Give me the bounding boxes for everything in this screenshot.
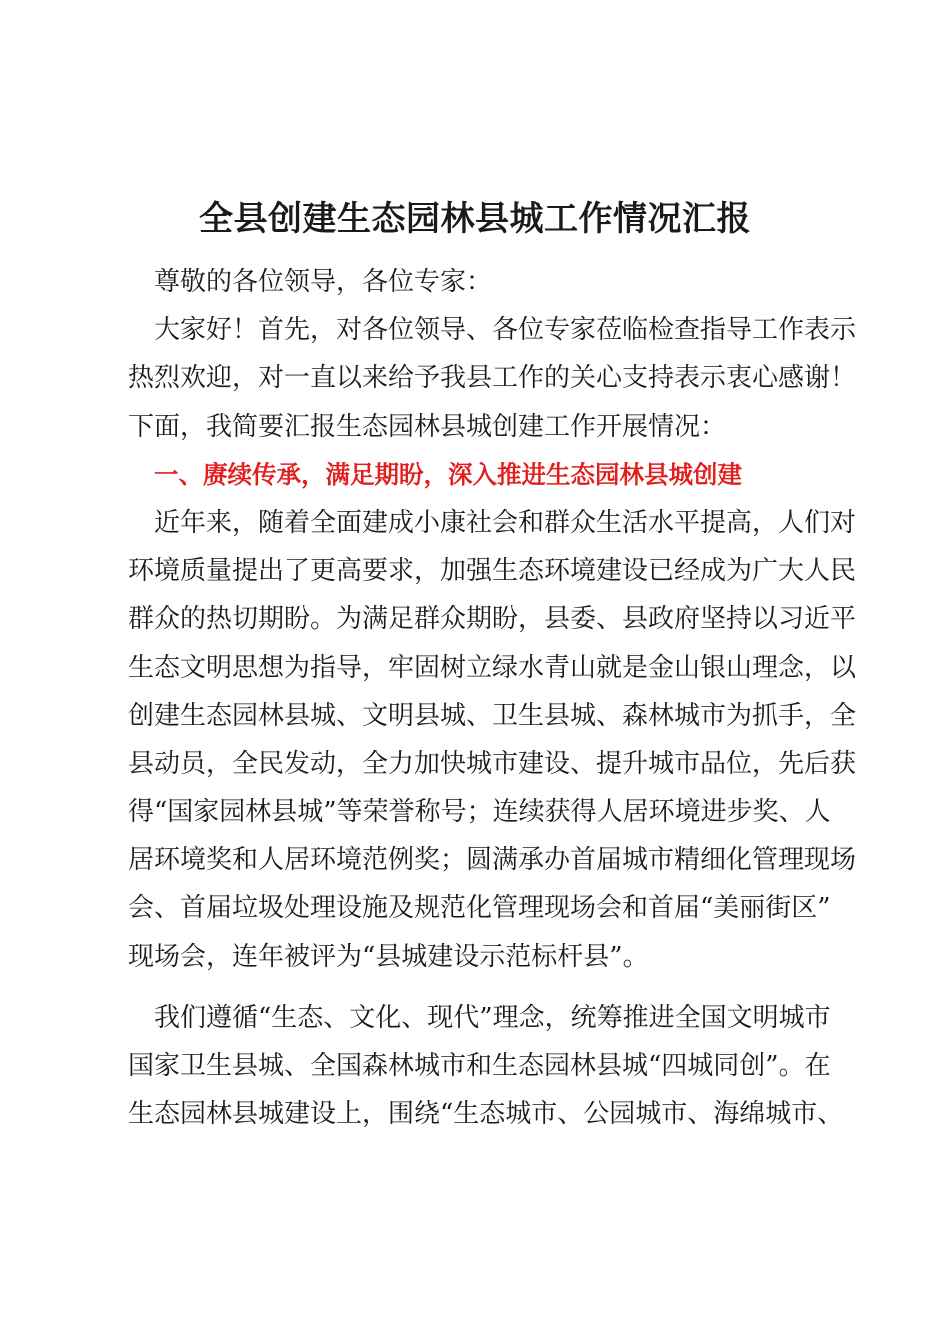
paragraph-line-text: 创建生态园林县城、文明县城、卫生县城、森林城市为抓手，全 — [128, 700, 857, 731]
paragraph-line — [128, 994, 848, 1042]
paragraph-line — [128, 692, 857, 740]
paragraph-line-text: 环境质量提出了更高要求，加强生态环境建设已经成为广大人民 — [128, 556, 857, 587]
paragraph-line-text: 居环境奖和人居环境范例奖；圆满承办首届城市精细化管理现场 — [128, 845, 857, 876]
paragraph-line-text: 会、首届垃圾处理设施及规范化管理现场会和首届“美丽街区” — [128, 893, 831, 924]
paragraph-line — [128, 644, 857, 692]
paragraph-line — [128, 547, 857, 595]
intro-line — [128, 403, 848, 451]
paragraph-line-text: 县动员，全民发动，全力加快城市建设、提升城市品位，先后获 — [128, 748, 857, 779]
paragraph-line-text: 群众的热切期盼。为满足群众期盼，县委、县政府坚持以习近平 — [128, 604, 857, 635]
intro-line-text: 热烈欢迎，对一直以来给予我县工作的关心支持表示衷心感谢！ — [128, 363, 857, 394]
paragraph-line — [128, 884, 848, 932]
paragraph-line-text: 我们遵循“生态、文化、现代”理念，统筹推进全国文明城市 — [154, 1002, 831, 1033]
paragraph-line-text: 生态园林县城建设上，围绕“生态城市、公园城市、海绵城市、 — [128, 1099, 844, 1130]
paragraph-line — [128, 1090, 848, 1138]
paragraph-line-text: 生态文明思想为指导，牢固树立绿水青山就是金山银山理念，以 — [128, 652, 857, 683]
paragraph-line-text: 国家卫生县城、全国森林城市和生态园林县城“四城同创”。在 — [128, 1051, 831, 1081]
paragraph-line — [128, 933, 848, 981]
intro-line-text: 下面，我简要汇报生态园林县城创建工作开展情况： — [128, 411, 727, 442]
paragraph-line — [128, 836, 857, 884]
intro-line — [128, 306, 857, 354]
section-heading — [128, 451, 848, 499]
paragraph-line-text: 近年来，随着全面建成小康社会和群众生活水平提高，人们对 — [154, 507, 857, 538]
salutation — [128, 258, 848, 306]
paragraph-line — [128, 788, 848, 836]
paragraph-line-text: 现场会，连年被评为“县城建设示范标杆县”。 — [128, 941, 649, 972]
paragraph-line — [128, 740, 857, 788]
paragraph-line — [128, 595, 857, 643]
paragraph-line — [128, 499, 857, 547]
paragraph-line — [128, 1042, 848, 1090]
intro-line — [128, 354, 857, 402]
document-body — [128, 258, 857, 1138]
paragraph-spacer — [128, 981, 848, 994]
paragraph-line-text: 得“国家园林县城”等荣誉称号；连续获得人居环境进步奖、人 — [128, 797, 831, 828]
section-heading-text: 一、赓续传承，满足期盼，深入推进生态园林县城创建 — [154, 459, 742, 489]
intro-line-text: 大家好！首先，对各位领导、各位专家莅临检查指导工作表示 — [154, 315, 857, 346]
document-title: 全县创建生态园林县城工作情况汇报 — [199, 199, 751, 239]
salutation-text: 尊敬的各位领导，各位专家： — [154, 267, 493, 297]
